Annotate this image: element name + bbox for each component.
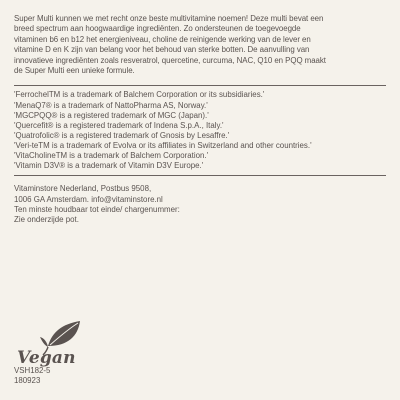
product-label: [14, 14, 386, 386]
date-code: 180923: [14, 376, 41, 386]
company-address: [14, 184, 386, 226]
trademark-line: 'Quatrofolic® is a registered trademark of Gnosis by Lesaffre.': [14, 130, 230, 140]
batch-codes: [14, 366, 50, 387]
address-line: Zie onderzijde pot.: [14, 215, 79, 225]
trademark-line: 'Veri-teTM is a trademark of Evolva or its affiliates in Switzerland and other countries.': [14, 140, 312, 150]
trademark-line: 'Quercefit® is a registered trademark of Indena S.p.A., Italy.': [14, 120, 224, 130]
product-description: Super Multi kunnen we met recht onze beste multivitamine noemen! Deze multi bevat een breed spectrum aan hoogwaardige ingrediënten. Zo ondersteunen de toegevoegde vitaminen b6 en b12 het energieniveau, choline de reinigende werking van de lever en vitamine D en K zijn van belang voor het behoud van sterke botten. De aanvulling van innovatieve ingrediënten zoals resveratrol, quercetine, curcuma, NAC, Q10 en PQQ maakt de Super Multi een unieke formule.: [14, 14, 326, 76]
trademark-line: 'FerrochelTM is a trademark of Balchem Corporation or its subsidiaries.': [14, 90, 265, 100]
vegan-wordmark: Vegan: [17, 348, 76, 368]
divider-bottom: [14, 175, 386, 176]
address-line: 1006 GA Amsterdam. info@vitaminstore.nl: [14, 194, 163, 204]
product-code: VSH182-5: [14, 366, 51, 375]
divider-top: [14, 85, 386, 86]
address-line: Ten minste houdbaar tot einde/ chargenummer:: [14, 205, 180, 214]
trademark-line: 'MenaQ7® is a trademark of NattoPharma AS, Norway.': [14, 100, 208, 110]
trademark-line: 'VitaCholineTM is a trademark of Balchem Corporation.': [14, 151, 209, 160]
address-line: Vitaminstore Nederland, Postbus 9508,: [14, 184, 152, 194]
trademark-line: 'MGCPQQ® is a registered trademark of MGC (Japan).': [14, 110, 209, 120]
trademark-list: [14, 90, 386, 171]
trademark-line: 'Vitamin D3V® is a trademark of Vitamin D3V Europe.': [14, 161, 204, 171]
